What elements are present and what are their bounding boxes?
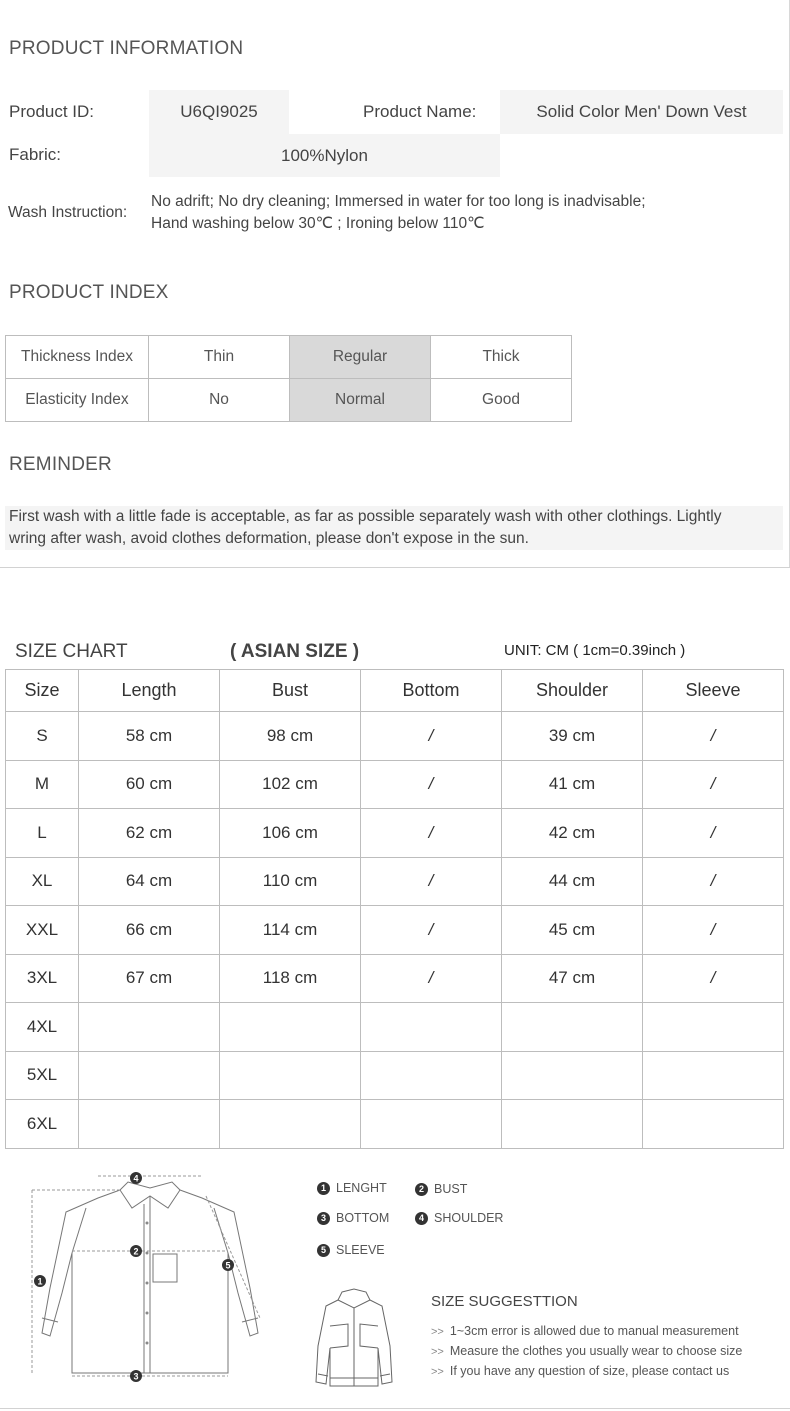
reminder-text (5, 506, 783, 550)
shoulder-cell (502, 1003, 643, 1052)
number-4-icon: 4 (415, 1212, 428, 1225)
size-cell: 4XL (6, 1003, 79, 1052)
suggestion-text: 1~3cm error is allowed due to manual measurement (449, 1324, 739, 1338)
product-id-label: Product ID: (9, 102, 95, 121)
bust-cell: 106 cm (220, 809, 361, 858)
length-cell: 62 cm (79, 809, 220, 858)
product-information-title: PRODUCT INFORMATION (9, 38, 244, 59)
table-row (6, 954, 784, 1003)
length-cell (79, 1100, 220, 1149)
size-chart-subtitle: ( ASIAN SIZE ) (230, 641, 360, 662)
shirt-measurement-diagram (28, 1168, 278, 1388)
size-cell: 3XL (6, 954, 79, 1003)
fabric-label: Fabric: (9, 145, 61, 164)
product-name-label: Product Name: (363, 102, 477, 121)
product-name-value: Solid Color Men' Down Vest (500, 90, 783, 134)
suggestion-line-3 (431, 1364, 729, 1378)
legend-bust-label: BUST (434, 1182, 468, 1196)
shoulder-cell: 45 cm (502, 906, 643, 955)
shoulder-cell (502, 1051, 643, 1100)
bust-cell: 98 cm (220, 712, 361, 761)
elasticity-index-row (6, 379, 572, 422)
bust-cell (220, 1051, 361, 1100)
number-1-icon: 1 (317, 1182, 330, 1195)
legend-shoulder-label: SHOULDER (434, 1211, 504, 1225)
table-row (6, 1003, 784, 1052)
sleeve-cell: / (643, 857, 784, 906)
thickness-index-row (6, 336, 572, 379)
legend-length-label: LENGHT (336, 1181, 387, 1195)
wash-instruction-line-1: No adrift; No dry cleaning; Immersed in water for too long is inadvisable; (151, 193, 646, 210)
shoulder-cell: 41 cm (502, 760, 643, 809)
number-3-icon: 3 (317, 1212, 330, 1225)
bottom-cell (361, 1100, 502, 1149)
legend-bust (415, 1182, 467, 1196)
sleeve-cell: / (643, 760, 784, 809)
table-row (6, 857, 784, 906)
bottom-cell: / (361, 712, 502, 761)
product-index-title: PRODUCT INDEX (9, 282, 169, 303)
shoulder-cell: 47 cm (502, 954, 643, 1003)
suggestion-text: If you have any question of size, please contact us (449, 1364, 730, 1378)
legend-bottom-label: BOTTOM (336, 1211, 390, 1225)
elasticity-option-normal: Normal (290, 379, 431, 422)
table-row (6, 1100, 784, 1149)
suggestion-line-2 (431, 1344, 742, 1358)
size-chart-header-row (6, 670, 784, 712)
number-5-icon: 5 (317, 1244, 330, 1257)
table-row (6, 712, 784, 761)
header-shoulder: Shoulder (502, 670, 643, 712)
elasticity-option-no: No (149, 379, 290, 422)
size-cell: S (6, 712, 79, 761)
bust-cell: 118 cm (220, 954, 361, 1003)
legend-sleeve-label: SLEEVE (336, 1243, 385, 1257)
svg-text:4: 4 (133, 1173, 139, 1184)
header-length: Length (79, 670, 220, 712)
length-cell: 60 cm (79, 760, 220, 809)
bottom-cell (361, 1051, 502, 1100)
legend-bottom (317, 1211, 389, 1225)
legend-length (317, 1181, 387, 1195)
shoulder-cell: 42 cm (502, 809, 643, 858)
reminder-title: REMINDER (9, 454, 112, 475)
thickness-option-thick: Thick (431, 336, 572, 379)
bottom-cell: / (361, 954, 502, 1003)
double-chevron-icon: >> (431, 1326, 444, 1338)
size-cell: 5XL (6, 1051, 79, 1100)
sleeve-cell (643, 1100, 784, 1149)
elasticity-index-label: Elasticity Index (6, 379, 149, 422)
sleeve-cell: / (643, 809, 784, 858)
size-chart-table (5, 669, 784, 1149)
bust-cell (220, 1003, 361, 1052)
sleeve-cell: / (643, 954, 784, 1003)
length-cell: 66 cm (79, 906, 220, 955)
header-sleeve: Sleeve (643, 670, 784, 712)
svg-text:1: 1 (37, 1276, 43, 1287)
length-cell: 67 cm (79, 954, 220, 1003)
size-cell: XL (6, 857, 79, 906)
wash-instruction-label: Wash Instruction: (8, 204, 128, 221)
reminder-line-2: wring after wash, avoid clothes deformation, please don't expose in the sun. (9, 530, 529, 547)
bottom-cell: / (361, 857, 502, 906)
thickness-index-label: Thickness Index (6, 336, 149, 379)
product-id-value: U6QI9025 (149, 90, 289, 134)
shoulder-cell: 44 cm (502, 857, 643, 906)
bottom-cell: / (361, 809, 502, 858)
wash-instruction-text (151, 191, 646, 235)
thickness-option-thin: Thin (149, 336, 290, 379)
thickness-option-regular: Regular (290, 336, 431, 379)
reminder-line-1: First wash with a little fade is acceptable, as far as possible separately wash with other clothings. Lightly (9, 508, 722, 525)
table-row (6, 906, 784, 955)
size-chart-unit: UNIT: CM ( 1cm=0.39inch ) (504, 642, 686, 659)
shoulder-cell: 39 cm (502, 712, 643, 761)
bottom-cell (361, 1003, 502, 1052)
number-2-icon: 2 (415, 1183, 428, 1196)
sleeve-cell: / (643, 906, 784, 955)
length-cell (79, 1051, 220, 1100)
size-cell: XXL (6, 906, 79, 955)
length-cell: 58 cm (79, 712, 220, 761)
elasticity-option-good: Good (431, 379, 572, 422)
svg-text:5: 5 (225, 1260, 231, 1271)
size-suggestion-title: SIZE SUGGESTTION (431, 1293, 578, 1310)
product-index-table (5, 335, 572, 422)
double-chevron-icon: >> (431, 1366, 444, 1378)
double-chevron-icon: >> (431, 1346, 444, 1358)
legend-shoulder (415, 1211, 503, 1225)
jacket-icon (312, 1286, 396, 1392)
header-bust: Bust (220, 670, 361, 712)
suggestion-line-1 (431, 1324, 739, 1338)
svg-text:2: 2 (133, 1246, 139, 1257)
bust-cell: 102 cm (220, 760, 361, 809)
size-chart-title: SIZE CHART (15, 641, 128, 662)
bottom-divider (0, 1408, 790, 1409)
size-cell: L (6, 809, 79, 858)
shirt-buttons (146, 1222, 149, 1345)
svg-text:3: 3 (133, 1371, 139, 1382)
header-size: Size (6, 670, 79, 712)
fabric-value: 100%Nylon (149, 134, 500, 177)
length-cell: 64 cm (79, 857, 220, 906)
measure-markers (34, 1172, 234, 1382)
bust-cell: 114 cm (220, 906, 361, 955)
sleeve-cell: / (643, 712, 784, 761)
bottom-cell: / (361, 906, 502, 955)
bust-cell (220, 1100, 361, 1149)
table-row (6, 760, 784, 809)
wash-instruction-line-2: Hand washing below 30℃ ; Ironing below 110℃ (151, 215, 485, 232)
table-row (6, 809, 784, 858)
sleeve-cell (643, 1051, 784, 1100)
suggestion-text: Measure the clothes you usually wear to choose size (449, 1344, 743, 1358)
bust-cell: 110 cm (220, 857, 361, 906)
sleeve-cell (643, 1003, 784, 1052)
table-row (6, 1051, 784, 1100)
header-bottom: Bottom (361, 670, 502, 712)
size-cell: M (6, 760, 79, 809)
size-cell: 6XL (6, 1100, 79, 1149)
length-cell (79, 1003, 220, 1052)
section-divider (0, 567, 790, 568)
bottom-cell: / (361, 760, 502, 809)
legend-sleeve (317, 1243, 385, 1257)
shoulder-cell (502, 1100, 643, 1149)
